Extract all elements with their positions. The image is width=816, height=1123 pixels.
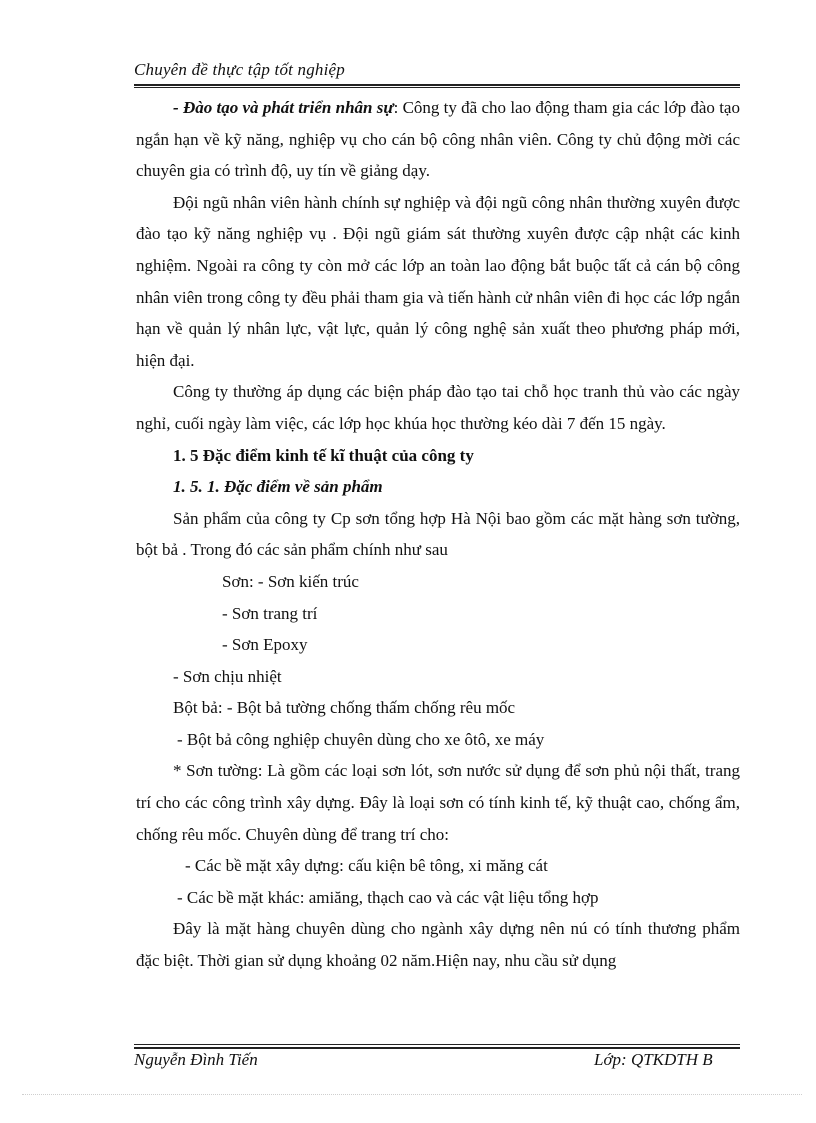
list-item: Sơn: - Sơn kiến trúc <box>222 571 359 591</box>
paragraph-products: Sản phẩm của công ty Cp sơn tổng hợp Hà Nội bao gồm các mặt hàng sơn tường, bột bả . Trong đó các sản phẩm chính như sau <box>136 508 740 560</box>
paragraph-training-lead: - Đào tạo và phát triển nhân sự <box>173 98 394 117</box>
paragraph-methods: Công ty thường áp dụng các biện pháp đào tạo tai chỗ học tranh thủ vào các ngày nghỉ, cuối ngày làm việc, các lớp học khúa học thường kéo dài 7 đến 15 ngày. <box>136 382 740 433</box>
list-item: - Bột bả công nghiệp chuyên dùng cho xe ôtô, xe máy <box>177 729 545 749</box>
footer-rule <box>134 1047 740 1049</box>
paragraph-training-text: : Công ty đã cho lao động tham gia các lớp đào tạo ngắn hạn về kỹ năng, nghiệp vụ cho cán bộ công nhân viên. Công ty chủ động mời các chuyên gia có trình độ, uy tín về giảng dạy. <box>136 98 740 181</box>
footer-rule-thin <box>134 1044 740 1045</box>
section-heading: 1. 5 Đặc điểm kinh tế kĩ thuật của công ty <box>173 445 474 465</box>
paragraph-usage: Đây là mặt hàng chuyên dùng cho ngành xây dựng nên nú có tính thương phẩm đặc biệt. Thời gian sử dụng khoảng 02 năm.Hiện nay, nhu cầu sử dụng <box>136 919 740 971</box>
paragraph-training <box>136 92 740 187</box>
subsection-heading: 1. 5. 1. Đặc điểm về sản phẩm <box>173 477 383 497</box>
header-title: Chuyên đề thực tập tốt nghiệp <box>134 60 346 79</box>
footer-class: Lớp: QTKDTH B <box>594 1050 713 1069</box>
list-item: Bột bả: - Bột bả tường chống thấm chống rêu mốc <box>173 698 516 718</box>
list-item: - Sơn chịu nhiệt <box>173 666 282 686</box>
header-rule-thin <box>134 87 740 88</box>
paragraph-staff: Đội ngũ nhân viên hành chính sự nghiệp và đội ngũ công nhân thường xuyên được đào tạo kỹ năng nghiệp vụ . Đội ngũ giám sát thường xuyên được cập nhật các kinh nghiệm. Ngoài ra công ty còn mở các lớp an toàn lao động bắt buộc tất cả cán bộ công nhân viên trong công ty đều phải tham gia và tiến hành cử nhân viên đi học các lớp ngắn hạn về quản lý nhân lực, vật lực, quản lý công nghệ sản xuất theo phương pháp mới, hiện đại. <box>136 192 740 370</box>
list-item: - Sơn trang trí <box>222 603 318 623</box>
header-rule <box>134 84 740 86</box>
footer-author: Nguyễn Đình Tiến <box>134 1050 258 1069</box>
paragraph-wall-paint: * Sơn tường: Là gồm các loại sơn lót, sơn nước sử dụng để sơn phủ nội thất, trang trí cho các công trình xây dựng. Đây là loại sơn có tính kinh tế, kỹ thuật cao, chống ẩm, chống rêu mốc. Chuyên dùng để trang trí cho: <box>136 761 740 844</box>
list-item: - Sơn Epoxy <box>222 635 308 655</box>
page-edge <box>22 1094 802 1095</box>
list-item: - Các bề mặt xây dựng: cấu kiện bê tông, xi măng cát <box>185 856 548 876</box>
document-body <box>136 92 740 977</box>
list-item: - Các bề mặt khác: amiăng, thạch cao và các vật liệu tổng hợp <box>177 887 599 907</box>
